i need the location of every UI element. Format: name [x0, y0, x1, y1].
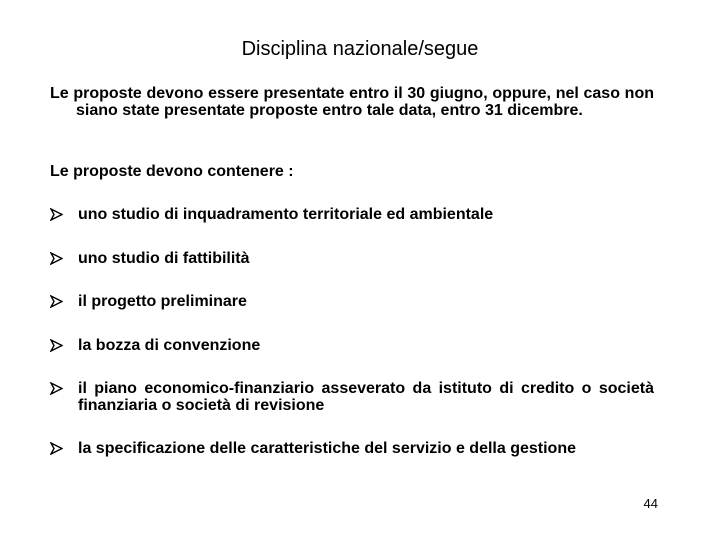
bullet-text: la specificazione delle caratteristiche del servizio e della gestione [78, 440, 576, 457]
arrow-bullet-icon [50, 206, 78, 223]
bullet-item [50, 337, 654, 354]
paragraph-contents-intro: Le proposte devono contenere : [50, 163, 294, 180]
bullet-item [50, 440, 654, 457]
bullet-text: uno studio di inquadramento territoriale ed ambientale [78, 206, 494, 223]
slide-title: Disciplina nazionale/segue [241, 38, 479, 60]
arrow-bullet-icon [50, 380, 78, 414]
bullet-item [50, 206, 654, 223]
page-number: 44 [643, 496, 658, 511]
bullet-item [50, 250, 654, 267]
bullet-text: uno studio di fattibilità [78, 250, 250, 267]
bullet-text: il piano economico-finanziario asseverato da istituto di credito o società finanziaria o società di revisione [78, 380, 654, 414]
bullet-text: il progetto preliminare [78, 293, 247, 310]
bullet-item [50, 293, 654, 310]
paragraph-deadline: Le proposte devono essere presentate entro il 30 giugno, oppure, nel caso non siano state presentate proposte entro tale data, entro 31 dicembre. [50, 85, 654, 119]
bullet-item [50, 380, 654, 414]
bullet-text: la bozza di convenzione [78, 337, 261, 354]
arrow-bullet-icon [50, 337, 78, 354]
arrow-bullet-icon [50, 440, 78, 457]
arrow-bullet-icon [50, 293, 78, 310]
arrow-bullet-icon [50, 250, 78, 267]
